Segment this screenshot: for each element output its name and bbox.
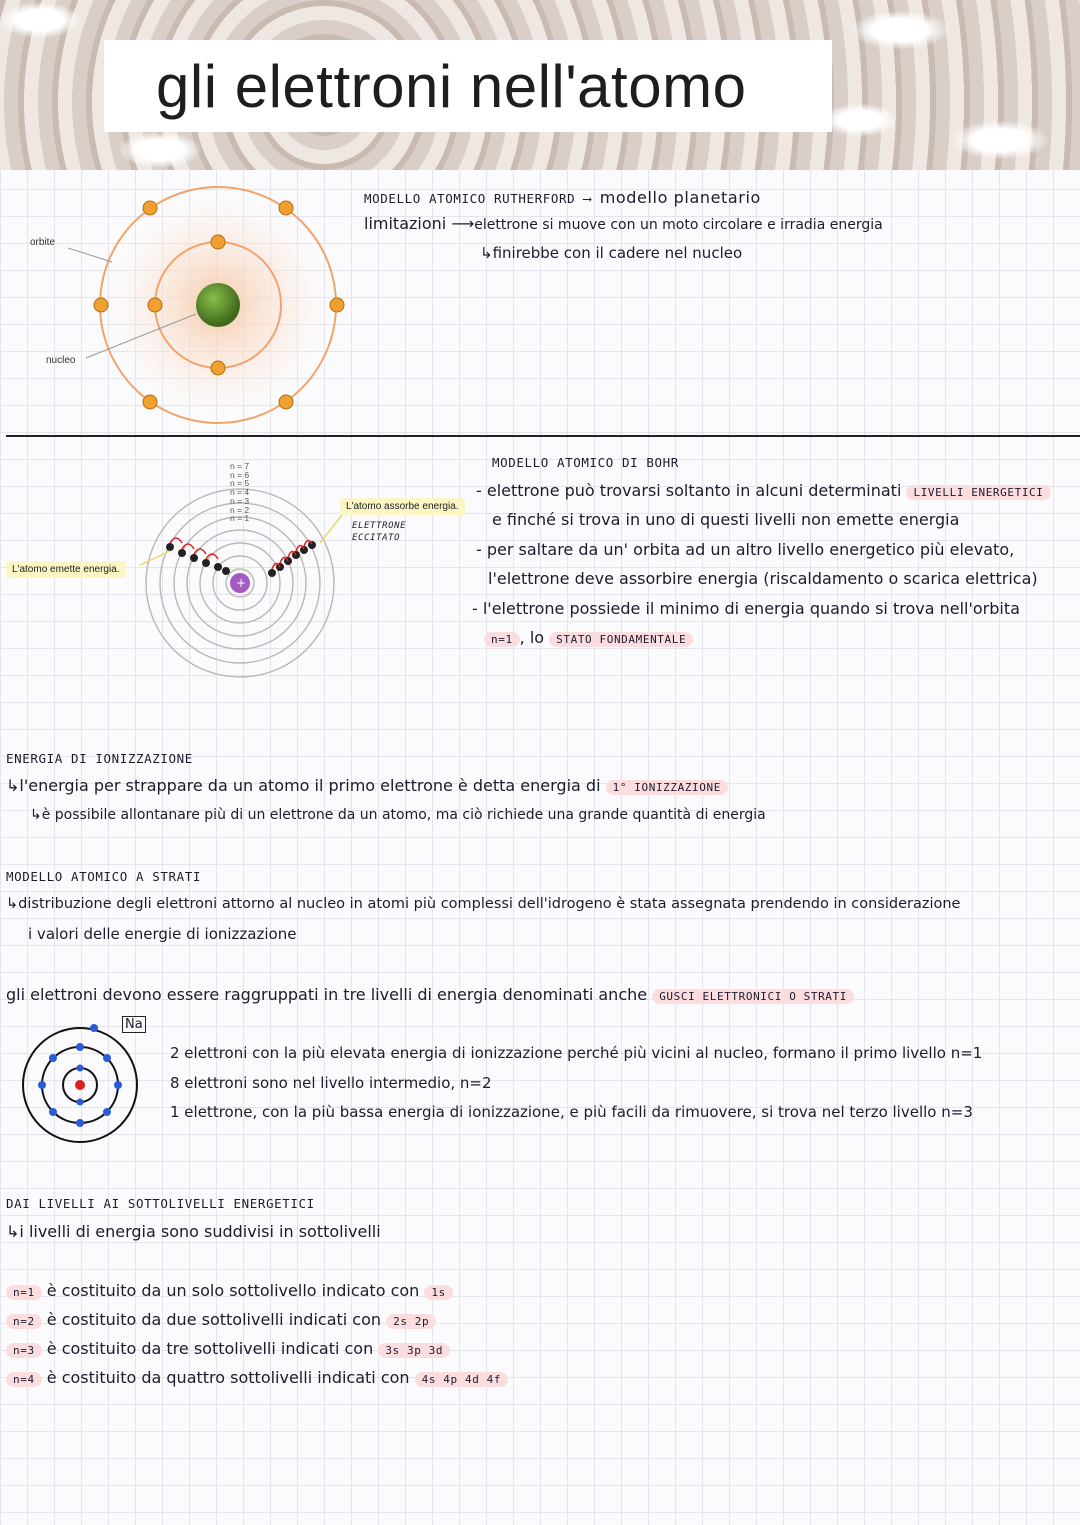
corner-arrow-icon: ↳ [6,776,20,795]
absorb-pointer [320,515,342,543]
rutherford-title: MODELLO ATOMICO RUTHERFORD ⟶ modello planetario [364,188,761,207]
strati-line-2: i valori delle energie di ionizzazione [28,925,297,943]
ionization-line-1: ↳l'energia per strappare da un atomo il primo elettrone è detta energia di 1° IONIZZAZIONE [6,776,728,795]
corner-arrow-icon: ↳ [6,896,19,912]
sublevel-row: n=3 è costituito da tre sottolivelli indicati con 3s 3p 3d [6,1339,450,1358]
ionization-line-2: ↳è possibile allontanare più di un elettrone da un atomo, ma ciò richiede una grande quantità di energia [30,807,766,823]
ground-state-highlight: STATO FONDAMENTALE [549,632,693,647]
first-ionization-highlight: 1° IONIZZAZIONE [606,780,728,795]
strati-line-1: ↳distribuzione degli elettroni attorno al nucleo in atomi più complessi dell'idrogeno è stata assegnata prendendo in considerazione [6,896,961,912]
corner-arrow-icon: ↳ [480,244,493,262]
excited-electron-label: ELETTRONE ECCITATO [352,521,407,543]
bohr-title: MODELLO ATOMICO DI BOHR [492,455,679,470]
bohr-line-1: - elettrone può trovarsi soltanto in alcuni determinati LIVELLI ENERGETICI [476,481,1051,500]
orbit-label: orbite [30,237,56,248]
title-box [104,40,832,132]
page-title: gli elettroni nell'atomo [156,52,747,120]
strati-title: MODELLO ATOMICO A STRATI [6,869,202,884]
na-line-3: 1 elettrone, con la più bassa energia di ionizzazione, e più facili da rimuovere, si trova nel terzo livello n=3 [170,1103,973,1121]
rutherford-limitations: limitazioni ⟶elettrone si muove con un moto circolare e irradia energia [364,214,883,233]
rutherford-diagram [0,180,360,430]
corner-arrow-icon: ↳ [30,807,42,823]
sodium-diagram [20,1022,148,1152]
rutherford-consequence: ↳finirebbe con il cadere nel nucleo [480,244,743,262]
level-labels: n = 7 n = 6 n = 5 n = 4 n = 3 n = 2 n = 1 [230,461,250,524]
bohr-line-5: - l'elettrone possiede il minimo di energia quando si trova nell'orbita [472,599,1020,618]
arrow-icon: ⟶ [451,214,475,233]
bohr-line-3: - per saltare da un' orbita ad un altro livello energetico più elevato, [476,540,1015,559]
bohr-line-4: l'elettrone deve assorbire energia (riscaldamento o scarica elettrica) [488,569,1038,588]
na-electrons [38,1024,122,1127]
shells-highlight: GUSCI ELETTRONICI O STRATI [652,989,854,1004]
sublevel-row: n=2 è costituito da due sottolivelli indicati con 2s 2p [6,1310,436,1329]
sublevels-title: DAI LIVELLI AI SOTTOLIVELLI ENERGETICI [6,1196,315,1211]
sublevel-row: n=1 è costituito da un solo sottolivello indicato con 1s [6,1281,453,1300]
sublevel-row: n=4 è costituito da quattro sottolivelli indicati con 4s 4p 4d 4f [6,1368,508,1387]
na-line-1: 2 elettroni con la più elevata energia di ionizzazione perché più vicini al nucleo, formano il primo livello n=1 [170,1044,983,1062]
strati-groups: gli elettroni devono essere raggruppati in tre livelli di energia denominati anche GUSCI ELETTRONICI O STRATI [6,985,854,1004]
nucleus-label: nucleo [46,355,76,366]
bohr-line-6: n=1 , lo STATO FONDAMENTALE [484,628,693,647]
ionization-title: ENERGIA DI IONIZZAZIONE [6,751,193,766]
nucleus [196,283,240,327]
na-nucleus [75,1080,85,1090]
emit-pointer [140,551,170,565]
na-symbol: Na [122,1016,146,1033]
sublevels-intro: ↳i livelli di energia sono suddivisi in sottolivelli [6,1222,381,1241]
emits-energy-callout: L'atomo emette energia. [6,561,126,578]
absorbs-energy-callout: L'atomo assorbe energia. [340,498,465,515]
section-divider [6,435,1080,437]
energy-levels-highlight: LIVELLI ENERGETICI [906,485,1050,500]
header-banner [0,0,1080,170]
bohr-line-2: e finché si trova in uno di questi livelli non emette energia [492,510,960,529]
orbit-pointer [68,248,112,262]
corner-arrow-icon: ↳ [6,1222,20,1241]
na-line-2: 8 elettroni sono nel livello intermedio, n=2 [170,1074,492,1092]
svg-text:+: + [236,576,247,590]
arrow-icon: ⟶ [583,191,592,206]
